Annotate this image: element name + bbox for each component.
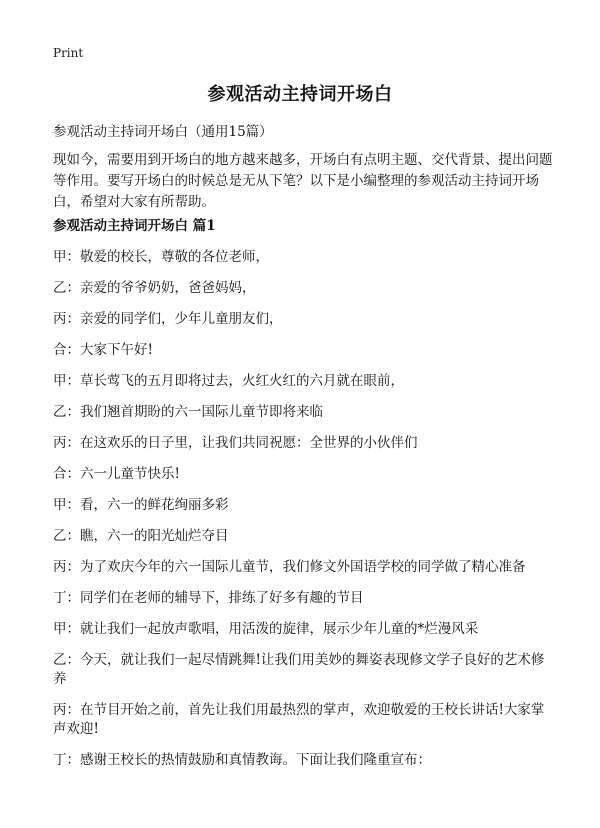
dialogue-line: 乙：我们翘首期盼的六一国际儿童节即将来临 — [53, 404, 323, 420]
dialogue-line: 丁：感谢王校长的热情鼓励和真情教诲。下面让我们隆重宣布： — [53, 752, 431, 768]
dialogue-list — [53, 248, 553, 782]
dialogue-line: 甲：草长莺飞的五月即将过去，火红火红的六月就在眼前， — [53, 373, 404, 389]
section-heading: 参观活动主持词开场白 篇1 — [53, 218, 216, 234]
dialogue-line: 甲：看，六一的鲜花绚丽多彩 — [53, 497, 229, 513]
intro-paragraph: 现如今，需要用到开场白的地方越来越多，开场白有点明主题、交代背景、提出问题等作用。要写开场白的时候总是无从下笔？以下是小编整理的参观活动主持词开场白，希望对大家有所帮助。 — [53, 152, 553, 210]
dialogue-line: 乙：瞧，六一的阳光灿烂夺目 — [53, 528, 229, 544]
dialogue-line: 合：大家下午好! — [53, 342, 153, 358]
dialogue-line: 乙：今天，就让我们一起尽情跳舞!让我们用美妙的舞姿表现修文学子良好的艺术修养 — [53, 652, 545, 687]
dialogue-line: 丁：同学们在老师的辅导下，排练了好多有趣的节目 — [53, 590, 364, 606]
dialogue-line: 丙：在节目开始之前，首先让我们用最热烈的掌声，欢迎敬爱的王校长讲话!大家掌声欢迎! — [53, 702, 545, 737]
page-title: 参观活动主持词开场白 — [207, 84, 393, 105]
dialogue-line: 乙：亲爱的爷爷奶奶，爸爸妈妈， — [53, 280, 256, 296]
dialogue-line: 合：六一儿童节快乐! — [53, 466, 180, 482]
dialogue-line: 丙：为了欢庆今年的六一国际儿童节，我们修文外国语学校的同学做了精心准备 — [53, 559, 526, 575]
dialogue-line: 丙：在这欢乐的日子里，让我们共同祝愿：全世界的小伙伴们 — [53, 435, 418, 451]
dialogue-line: 丙：亲爱的同学们，少年儿童朋友们， — [53, 311, 283, 327]
dialogue-line: 甲：敬爱的校长，尊敬的各位老师， — [53, 249, 269, 265]
document-subtitle: 参观活动主持词开场白（通用15篇） — [53, 124, 273, 140]
dialogue-line: 甲：就让我们一起放声歌唱，用活泼的旋律，展示少年儿童的*烂漫风采 — [53, 621, 479, 637]
print-link[interactable]: Print — [53, 46, 84, 60]
